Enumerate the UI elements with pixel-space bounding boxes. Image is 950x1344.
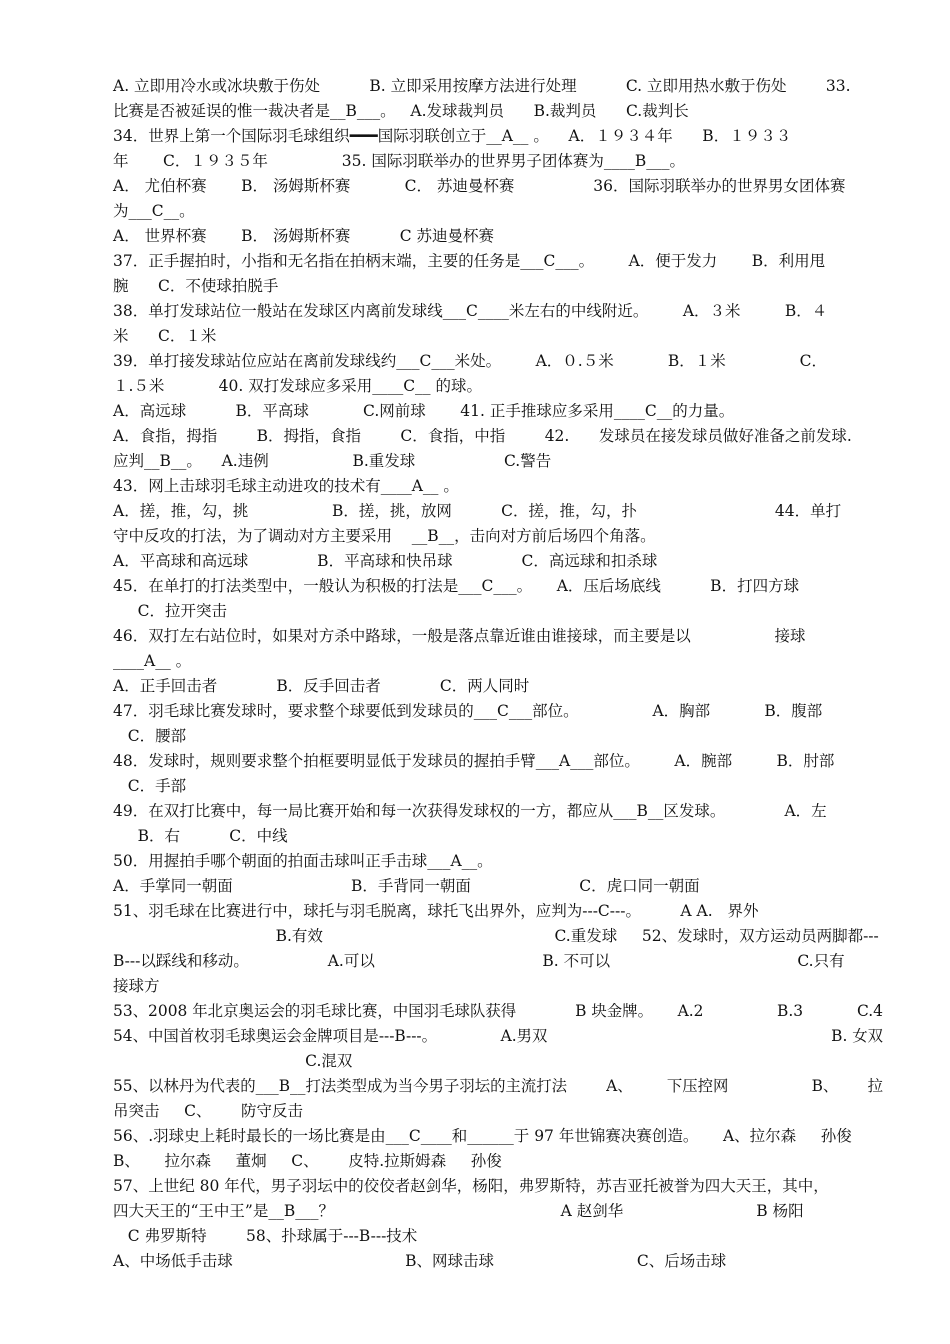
text-line [113,649,883,674]
text-line [113,724,883,749]
line-text: 57、上世纪 80 年代，男子羽坛中的佼佼者赵剑华，杨阳，弗罗斯特，苏吉亚托被誉为四大天王，其中， [113,1177,829,1195]
text-line [113,424,883,449]
text-line [113,899,883,924]
text-line [113,399,883,424]
text-line [113,324,883,349]
line-text: 39．单打接发球站位应站在离前发球线约___C___米处。 A．０.５米 B．１米 C． [113,352,828,370]
text-line [113,74,883,99]
text-line [113,949,883,974]
text-line [113,1099,883,1124]
line-text: 51、羽毛球在比赛进行中，球托与羽毛脱离，球托飞出界外，应判为---C---。 A A. 界外 [113,902,759,920]
text-line [113,749,883,774]
text-line [113,974,883,999]
text-line [113,249,883,274]
line-text: 56、.羽球史上耗时最长的一场比赛是由___C____和______于 97 年世锦赛决赛创造。 A、拉尔森 孙俊 [113,1127,852,1145]
line-text: 米 C．１米 [113,327,217,345]
line-text: A． 世界杯赛 B． 汤姆斯杯赛 C 苏迪曼杯赛 [113,227,494,245]
line-text: A．手掌同一朝面 B．手背同一朝面 C．虎口同一朝面 [113,877,700,895]
text-line [113,1049,883,1074]
line-text: A．正手回击者 B．反手回击者 C．两人同时 [113,677,530,695]
text-line [113,499,883,524]
text-line [113,849,883,874]
line-text: B．右 C．中线 [113,827,288,845]
line-text: 50．用握拍手哪个朝面的拍面击球叫正手击球___A__。 [113,852,493,870]
line-text: 守中反攻的打法，为了调动对方主要采用 __B__，击向对方前后场四个角落。 [113,527,656,545]
line-text: A. 立即用冷水或冰块敷于伤处 B. 立即采用按摩方法进行处理 C. 立即用热水敷于伤处 33. [113,77,851,95]
line-text: 吊突击 C、 防守反击 [113,1102,304,1120]
text-line [113,99,883,124]
text-line [113,1274,883,1299]
text-line [113,524,883,549]
text-line [113,624,883,649]
text-line [113,1074,883,1099]
line-text: A．食指，拇指 B．拇指，食指 C．食指，中指 42. 发球员在接发球员做好准备之前发球. [113,427,852,445]
text-line [113,1249,883,1274]
text-line [113,699,883,724]
text-line [113,824,883,849]
text-line [113,924,883,949]
line-text: A、中场低手击球 B、网球击球 C、后场击球 [113,1252,727,1270]
text-line [113,574,883,599]
line-text: 54、中国首枚羽毛球奥运会金牌项目是---B---。 A.男双 B. 女双 [113,1027,884,1045]
line-text: A．搓，推，勾，挑 B．搓，挑，放网 C．搓，推，勾，扑 44．单打 [113,502,842,520]
line-text: 接球方 [113,977,160,995]
text-line [113,374,883,399]
line-text: １.５米 40. 双打发球应多采用____C__ 的球。 [113,377,482,395]
line-text: 43．网上击球羽毛球主动进攻的技术有____A__ 。 [113,477,459,495]
line-text: C．拉开突击 [113,602,227,620]
text-line [113,124,883,149]
line-text: B.有效 C.重发球 52、发球时，双方运动员两脚都--- [113,927,879,945]
text-line [113,874,883,899]
line-text: 47．羽毛球比赛发球时，要求整个球要低到发球员的___C___部位。 A．胸部 B．腹部 [113,702,823,720]
line-text: 55、以林丹为代表的___B__打法类型成为当今男子羽坛的主流打法 A、 下压控网 B、 拉 [113,1077,884,1095]
line-text: 38．单打发球站位一般站在发球区内离前发球线___C____米左右的中线附近。 A．３米 B．４ [113,302,828,320]
text-line [113,599,883,624]
text-line [113,799,883,824]
line-text: A．平高球和高远球 B．平高球和快吊球 C．高远球和扣杀球 [113,552,658,570]
text-line [113,224,883,249]
line-text: C.混双 [113,1052,353,1070]
text-line [113,1199,883,1224]
text-line [113,199,883,224]
line-text: 34．世界上第一个国际羽毛球组织━━━国际羽联创立于__A__ 。 A．１９３４年 B．１９３３ [113,127,792,145]
text-line [113,549,883,574]
text-line [113,299,883,324]
line-text: B、 拉尔森 董炯 C、 皮特.拉斯姆森 孙俊 [113,1152,502,1170]
text-line [113,1224,883,1249]
line-text: 49．在双打比赛中，每一局比赛开始和每一次获得发球权的一方，都应从___B__区发球。 A．左 [113,802,827,820]
text-line [113,474,883,499]
line-text: C．腰部 [113,727,187,745]
line-text: 为___C__。 [113,202,195,220]
text-line [113,1149,883,1174]
text-line [113,674,883,699]
line-text: ____A__ 。 [113,652,192,670]
line-text: 腕 C．不使球拍脱手 [113,277,279,295]
line-text: 年 C．１９３５年 35. 国际羽联举办的世界男子团体赛为____B___。 [113,152,685,170]
text-line [113,274,883,299]
line-text: C 弗罗斯特 58、扑球属于---B---技术 [113,1227,418,1245]
line-text: 37．正手握拍时，小指和无名指在拍柄末端，主要的任务是___C___。 A．便于发力 B．利用甩 [113,252,826,270]
line-text: 四大天王的“王中王”是__B___？ A 赵剑华 B 杨阳 [113,1202,804,1220]
line-text: A．高远球 B．平高球 C.网前球 41. 正手推球应多采用____C__的力量。 [113,402,735,420]
text-line [113,349,883,374]
line-text: A． 尤伯杯赛 B． 汤姆斯杯赛 C． 苏迪曼杯赛 36．国际羽联举办的世界男女团体赛 [113,177,846,195]
line-text: B---以踩线和移动。 A.可以 B. 不可以 C.只有 [113,952,845,970]
line-text: C．手部 [113,777,187,795]
text-line [113,1024,883,1049]
line-text: 53、2008 年北京奥运会的羽毛球比赛，中国羽毛球队获得 B 块金牌。 A.2 B.3 C.4 [113,1002,883,1020]
text-line [113,1124,883,1149]
text-line [113,449,883,474]
text-line [113,174,883,199]
text-line [113,999,883,1024]
text-line [113,149,883,174]
line-text: 应判__B__。 A.违例 B.重发球 C.警告 [113,452,552,470]
line-text: 46．双打左右站位时，如果对方杀中路球，一般是落点靠近谁由谁接球，而主要是以 接球 [113,627,806,645]
document-page [113,74,883,1299]
text-line [113,774,883,799]
line-text: 比赛是否被延误的惟一裁决者是__B___。 A.发球裁判员 B.裁判员 C.裁判长 [113,102,689,120]
line-text: 45．在单打的打法类型中，一般认为积极的打法是___C___。 A．压后场底线 B．打四方球 [113,577,800,595]
line-text: 48．发球时，规则要求整个拍框要明显低于发球员的握拍手臂___A___部位。 A．腕部 B．肘部 [113,752,835,770]
text-line [113,1174,883,1199]
